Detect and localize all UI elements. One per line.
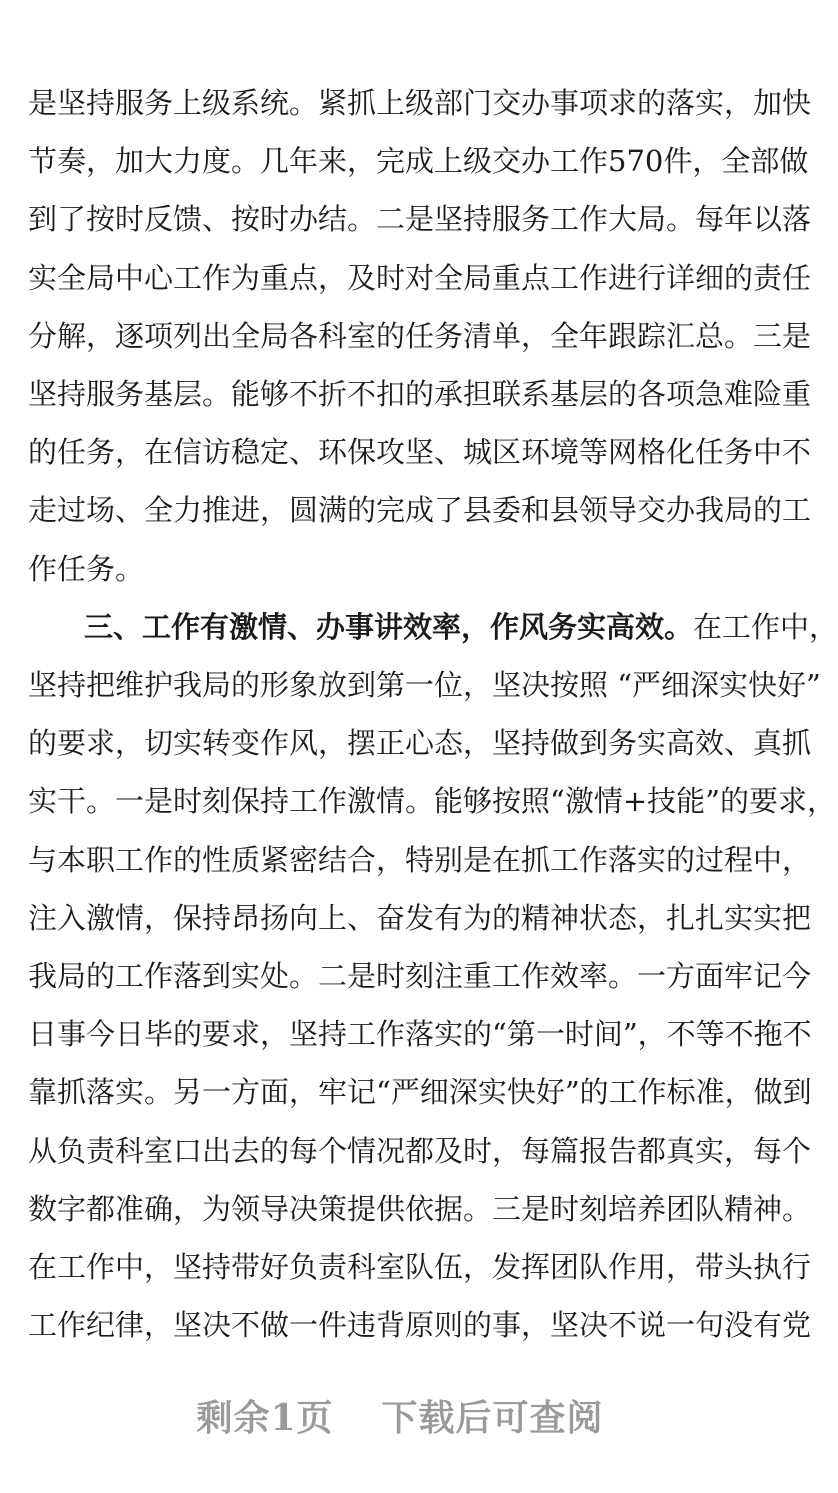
paragraph-line: 与本职工作的性质紧密结合，特别是在抓工作落实的过程中，	[28, 843, 812, 877]
paragraph-line: 走过场、全力推进，圆满的完成了县委和县领导交办我局的工	[28, 493, 812, 527]
paragraph-line: 数字都准确，为领导决策提供依据。三是时刻培养团队精神。	[28, 1192, 812, 1226]
paragraph-line: 坚持把维护我局的形象放到第一位，坚决按照 “严细深实快好”	[28, 668, 821, 702]
heading-line-text: 在工作中，	[693, 610, 838, 644]
paragraph-line: 从负责科室口出去的每个情况都及时，每篇报告都真实，每个	[28, 1134, 812, 1168]
paragraph-line: 的任务，在信访稳定、环保攻坚、城区环境等网格化任务中不	[28, 435, 812, 469]
paragraph-line: 注入激情，保持昂扬向上、奋发有为的精神状态，扎扎实实把	[28, 901, 812, 935]
paragraph-line: 实干。一是时刻保持工作激情。能够按照“激情+技能”的要求，	[28, 784, 836, 818]
download-to-view-text: 下载后可查阅	[381, 1397, 604, 1439]
paragraph-line: 在工作中，坚持带好负责科室队伍，发挥团队作用，带头执行	[28, 1250, 812, 1284]
paragraph-line: 作任务。	[28, 552, 145, 586]
paragraph-line: 是坚持服务上级系统。紧抓上级部门交办事项求的落实，加快	[28, 86, 812, 120]
download-prompt[interactable]	[0, 1390, 800, 1450]
paragraph-line: 工作纪律，坚决不做一件违背原则的事，坚决不说一句没有党	[28, 1308, 812, 1342]
paragraph-line: 实全局中心工作为重点，及时对全局重点工作进行详细的责任	[28, 261, 812, 295]
paragraph-line: 的要求，切实转变作风，摆正心态，坚持做到务实高效、真抓	[28, 726, 812, 760]
paragraph-line: 节奏，加大力度。几年来，完成上级交办工作570件，全部做	[28, 144, 809, 178]
paragraph-line: 到了按时反馈、按时办结。二是坚持服务工作大局。每年以落	[28, 202, 812, 236]
paragraph-line: 我局的工作落到实处。二是时刻注重工作效率。一方面牢记今	[28, 959, 812, 993]
paragraph-line: 分解，逐项列出全局各科室的任务清单，全年跟踪汇总。三是	[28, 319, 812, 353]
paragraph-line: 靠抓落实。另一方面，牢记“严细深实快好”的工作标准，做到	[28, 1075, 812, 1109]
remaining-pages-text: 剩余1页	[196, 1397, 334, 1439]
paragraph-line: 坚持服务基层。能够不折不扣的承担联系基层的各项急难险重	[28, 377, 812, 411]
section-heading-line	[84, 603, 838, 651]
section-heading: 三、工作有激情、办事讲效率，作风务实高效。	[84, 610, 694, 644]
paragraph-line: 日事今日毕的要求，坚持工作落实的“第一时间”，不等不拖不	[28, 1017, 812, 1051]
